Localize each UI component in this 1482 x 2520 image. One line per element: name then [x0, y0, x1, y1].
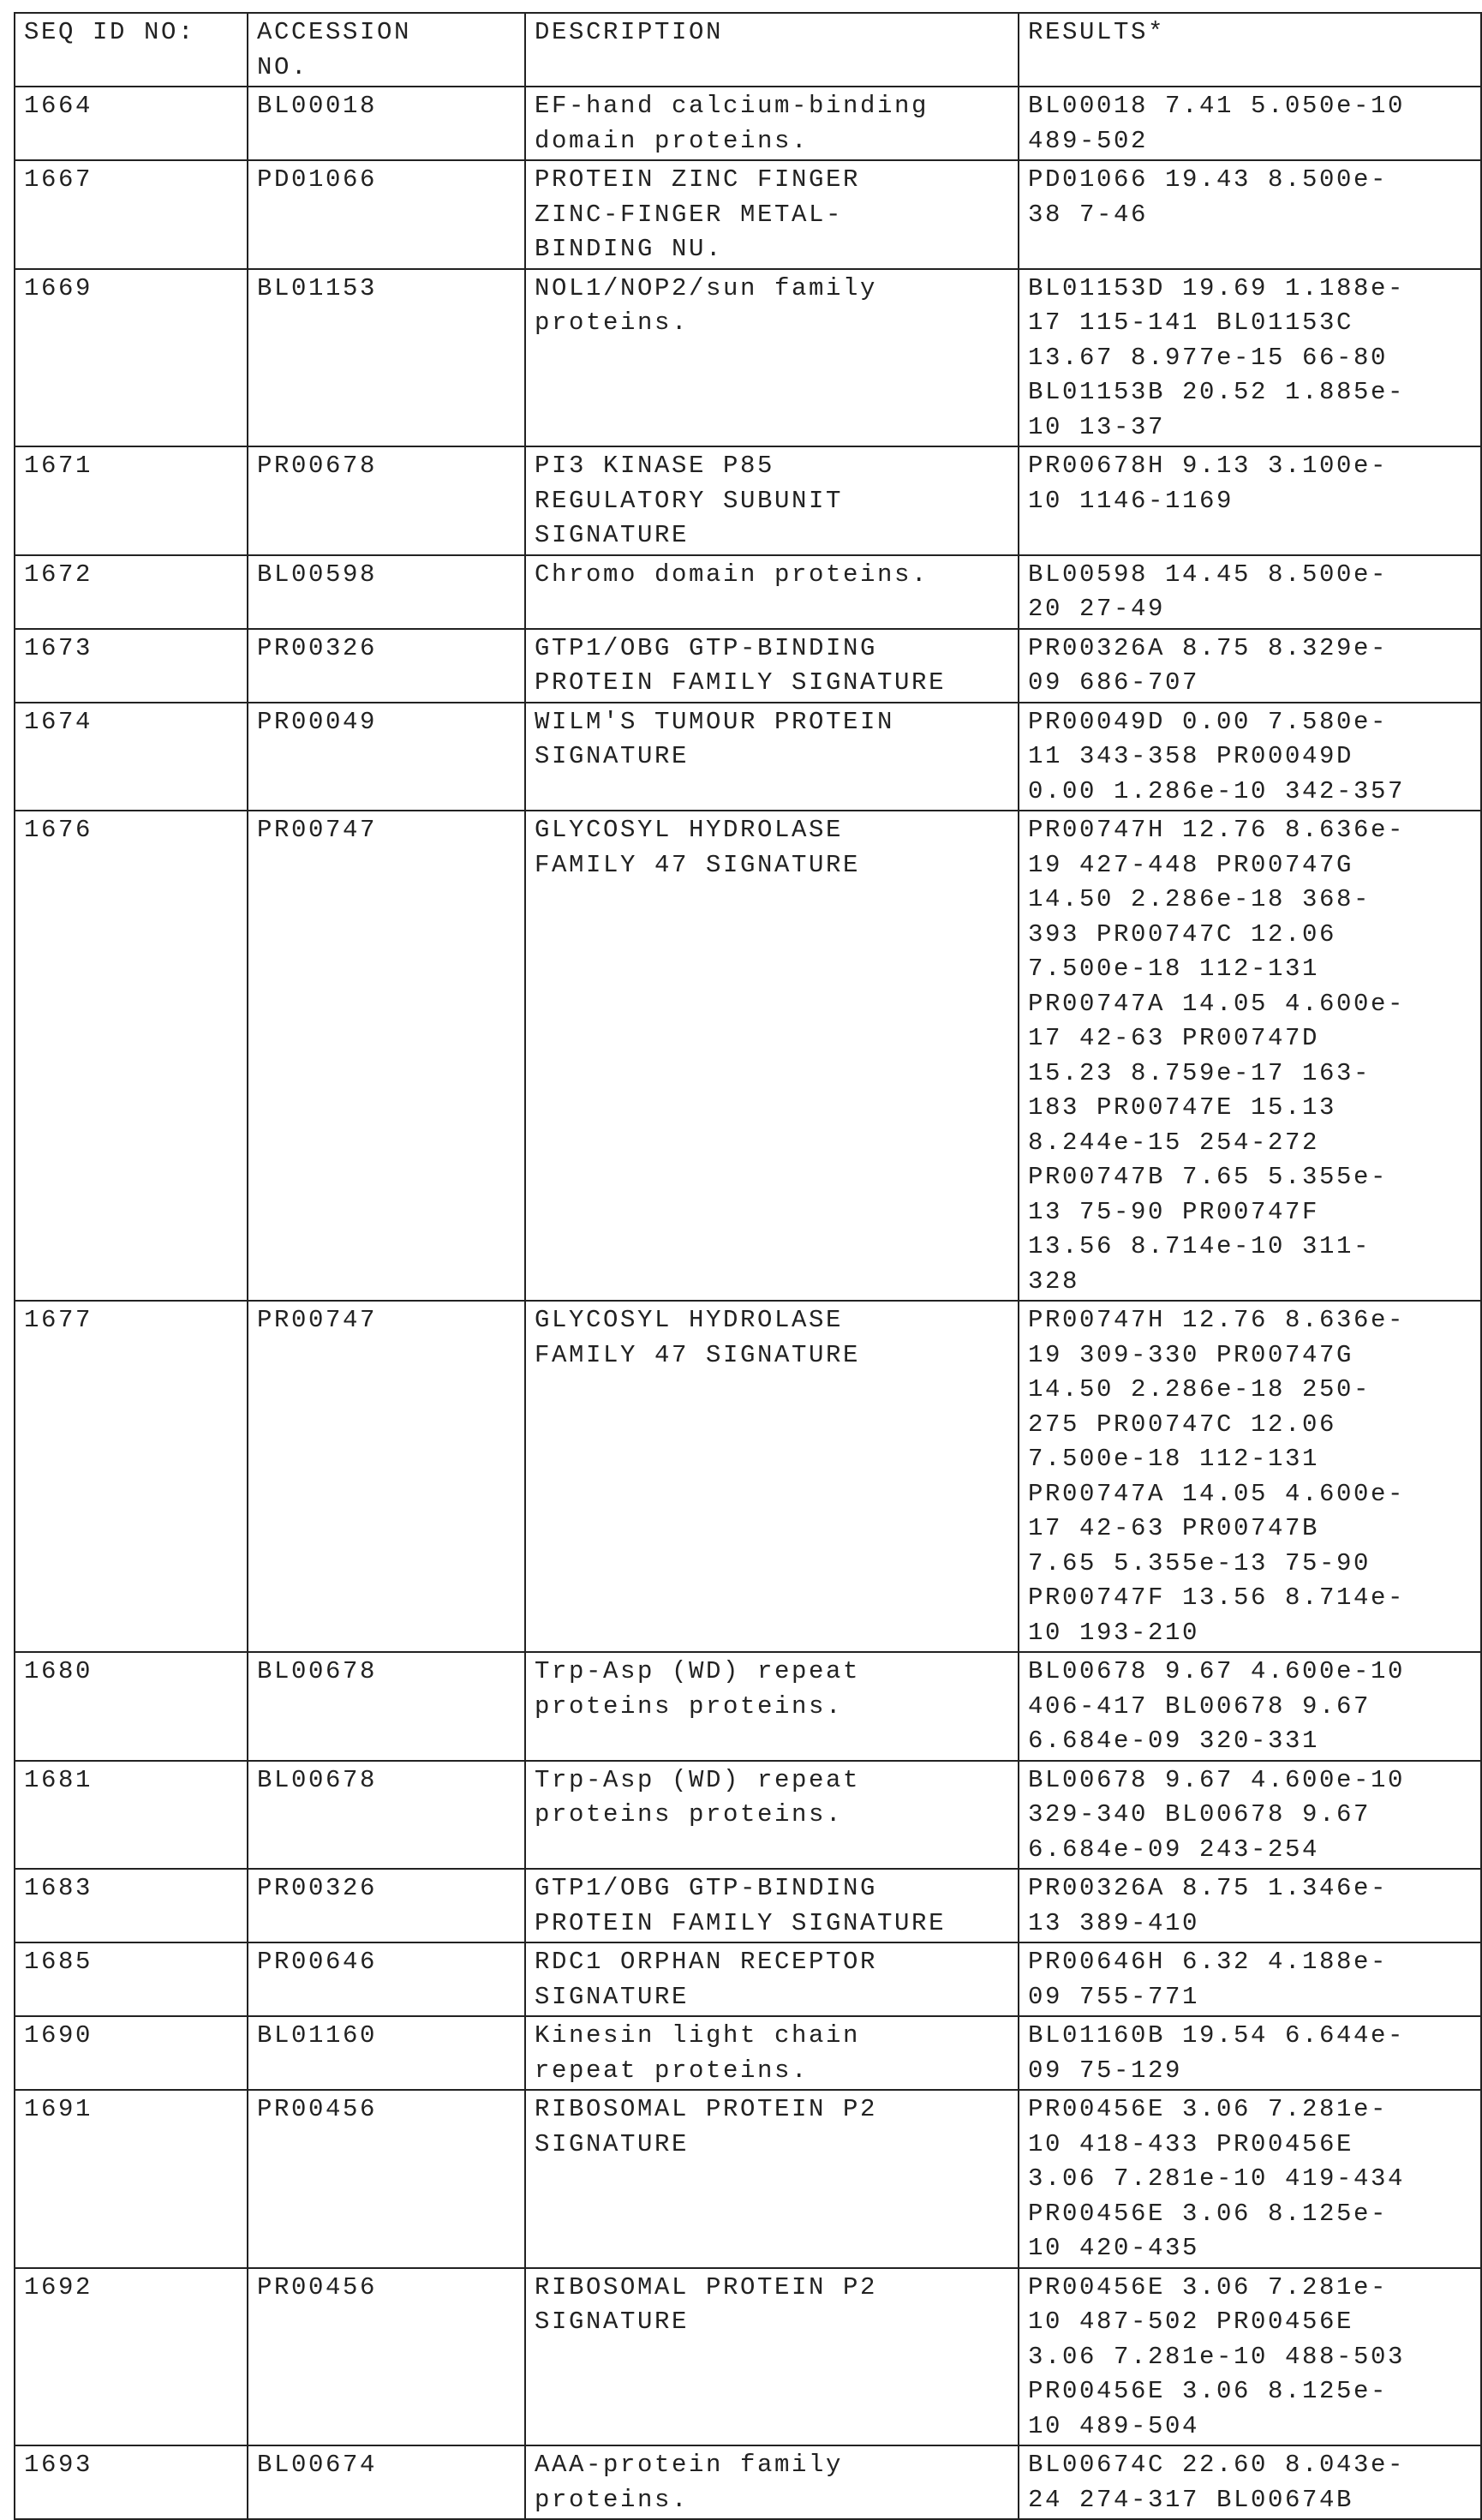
accession-cell: PR00326	[248, 1869, 525, 1942]
table-row	[15, 703, 1481, 811]
description-cell: GTP1/OBG GTP-BINDING PROTEIN FAMILY SIGNATURE	[525, 1869, 1019, 1942]
results-cell: BL00018 7.41 5.050e-10 489-502	[1019, 87, 1481, 160]
header-seq-id: SEQ ID NO:	[15, 13, 248, 87]
accession-cell: PR00456	[248, 2268, 525, 2446]
table-row	[15, 2268, 1481, 2446]
table-row	[15, 811, 1481, 1301]
results-table	[14, 12, 1482, 2520]
header-row	[15, 13, 1481, 87]
description-cell: Kinesin light chain repeat proteins.	[525, 2016, 1019, 2090]
accession-cell: BL00598	[248, 555, 525, 629]
seq-id-cell: 1667	[15, 160, 248, 269]
accession-cell: BL00674	[248, 2445, 525, 2519]
description-cell: WILM'S TUMOUR PROTEIN SIGNATURE	[525, 703, 1019, 811]
table-row	[15, 160, 1481, 269]
accession-cell: PR00049	[248, 703, 525, 811]
accession-cell: PD01066	[248, 160, 525, 269]
description-cell: GLYCOSYL HYDROLASE FAMILY 47 SIGNATURE	[525, 811, 1019, 1301]
results-cell: PR00456E 3.06 7.281e- 10 418-433 PR00456E 3.06 7.281e-10 419-434 PR00456E 3.06 8.125e- 10 420-435	[1019, 2090, 1481, 2268]
table-row	[15, 629, 1481, 703]
results-cell: PR00646H 6.32 4.188e- 09 755-771	[1019, 1942, 1481, 2016]
table-row	[15, 446, 1481, 555]
seq-id-cell: 1693	[15, 2445, 248, 2519]
seq-id-cell: 1692	[15, 2268, 248, 2446]
accession-cell: PR00747	[248, 1301, 525, 1652]
results-cell: PR00326A 8.75 1.346e- 13 389-410	[1019, 1869, 1481, 1942]
table-row	[15, 555, 1481, 629]
results-cell: BL00598 14.45 8.500e- 20 27-49	[1019, 555, 1481, 629]
accession-cell: PR00646	[248, 1942, 525, 2016]
seq-id-cell: 1691	[15, 2090, 248, 2268]
seq-id-cell: 1680	[15, 1652, 248, 1761]
results-cell: PR00747H 12.76 8.636e- 19 427-448 PR00747G 14.50 2.286e-18 368- 393 PR00747C 12.06 7.500e-18 112-131 PR00747A 14.05 4.600e- 17 42-63 PR00747D 15.23 8.759e-17 163- 183 PR00747E 15.13 8.244e-15 254-272 PR00747B 7.65 5.355e- 13 75-90 PR00747F 13.56 8.714e-10 311- 328	[1019, 811, 1481, 1301]
results-cell: BL01160B 19.54 6.644e- 09 75-129	[1019, 2016, 1481, 2090]
seq-id-cell: 1664	[15, 87, 248, 160]
table-row	[15, 2090, 1481, 2268]
seq-id-cell: 1673	[15, 629, 248, 703]
description-cell: NOL1/NOP2/sun family proteins.	[525, 269, 1019, 447]
description-cell: GLYCOSYL HYDROLASE FAMILY 47 SIGNATURE	[525, 1301, 1019, 1652]
description-cell: GTP1/OBG GTP-BINDING PROTEIN FAMILY SIGNATURE	[525, 629, 1019, 703]
description-cell: Trp-Asp (WD) repeat proteins proteins.	[525, 1652, 1019, 1761]
results-cell: PR00326A 8.75 8.329e- 09 686-707	[1019, 629, 1481, 703]
accession-cell: BL01153	[248, 269, 525, 447]
results-cell: PR00747H 12.76 8.636e- 19 309-330 PR00747G 14.50 2.286e-18 250- 275 PR00747C 12.06 7.500e-18 112-131 PR00747A 14.05 4.600e- 17 42-63 PR00747B 7.65 5.355e-13 75-90 PR00747F 13.56 8.714e- 10 193-210	[1019, 1301, 1481, 1652]
accession-cell: BL00018	[248, 87, 525, 160]
description-cell: PROTEIN ZINC FINGER ZINC-FINGER METAL- BINDING NU.	[525, 160, 1019, 269]
seq-id-cell: 1681	[15, 1761, 248, 1870]
description-cell: Chromo domain proteins.	[525, 555, 1019, 629]
description-cell: RIBOSOMAL PROTEIN P2 SIGNATURE	[525, 2090, 1019, 2268]
table-row	[15, 2445, 1481, 2519]
description-cell: RDC1 ORPHAN RECEPTOR SIGNATURE	[525, 1942, 1019, 2016]
seq-id-cell: 1671	[15, 446, 248, 555]
description-cell: AAA-protein family proteins.	[525, 2445, 1019, 2519]
header-accession: ACCESSION NO.	[248, 13, 525, 87]
results-cell: PR00678H 9.13 3.100e- 10 1146-1169	[1019, 446, 1481, 555]
results-cell: BL00678 9.67 4.600e-10 406-417 BL00678 9.67 6.684e-09 320-331	[1019, 1652, 1481, 1761]
description-cell: Trp-Asp (WD) repeat proteins proteins.	[525, 1761, 1019, 1870]
accession-cell: PR00326	[248, 629, 525, 703]
seq-id-cell: 1676	[15, 811, 248, 1301]
accession-cell: BL01160	[248, 2016, 525, 2090]
seq-id-cell: 1677	[15, 1301, 248, 1652]
seq-id-cell: 1674	[15, 703, 248, 811]
seq-id-cell: 1669	[15, 269, 248, 447]
description-cell: RIBOSOMAL PROTEIN P2 SIGNATURE	[525, 2268, 1019, 2446]
results-cell: BL01153D 19.69 1.188e- 17 115-141 BL01153C 13.67 8.977e-15 66-80 BL01153B 20.52 1.885e- 10 13-37	[1019, 269, 1481, 447]
description-cell: EF-hand calcium-binding domain proteins.	[525, 87, 1019, 160]
seq-id-cell: 1690	[15, 2016, 248, 2090]
accession-cell: PR00456	[248, 2090, 525, 2268]
results-cell: BL00678 9.67 4.600e-10 329-340 BL00678 9.67 6.684e-09 243-254	[1019, 1761, 1481, 1870]
header-results: RESULTS*	[1019, 13, 1481, 87]
results-cell: BL00674C 22.60 8.043e- 24 274-317 BL00674B	[1019, 2445, 1481, 2519]
table-row	[15, 87, 1481, 160]
table-row	[15, 269, 1481, 447]
accession-cell: BL00678	[248, 1761, 525, 1870]
table-row	[15, 1652, 1481, 1761]
accession-cell: PR00747	[248, 811, 525, 1301]
table-row	[15, 2016, 1481, 2090]
table-row	[15, 1301, 1481, 1652]
accession-cell: PR00678	[248, 446, 525, 555]
seq-id-cell: 1685	[15, 1942, 248, 2016]
table-row	[15, 1942, 1481, 2016]
table-row	[15, 1869, 1481, 1942]
header-description: DESCRIPTION	[525, 13, 1019, 87]
description-cell: PI3 KINASE P85 REGULATORY SUBUNIT SIGNATURE	[525, 446, 1019, 555]
seq-id-cell: 1672	[15, 555, 248, 629]
table-row	[15, 1761, 1481, 1870]
accession-cell: BL00678	[248, 1652, 525, 1761]
results-cell: PR00456E 3.06 7.281e- 10 487-502 PR00456E 3.06 7.281e-10 488-503 PR00456E 3.06 8.125e- 10 489-504	[1019, 2268, 1481, 2446]
results-cell: PD01066 19.43 8.500e- 38 7-46	[1019, 160, 1481, 269]
results-cell: PR00049D 0.00 7.580e- 11 343-358 PR00049D 0.00 1.286e-10 342-357	[1019, 703, 1481, 811]
seq-id-cell: 1683	[15, 1869, 248, 1942]
